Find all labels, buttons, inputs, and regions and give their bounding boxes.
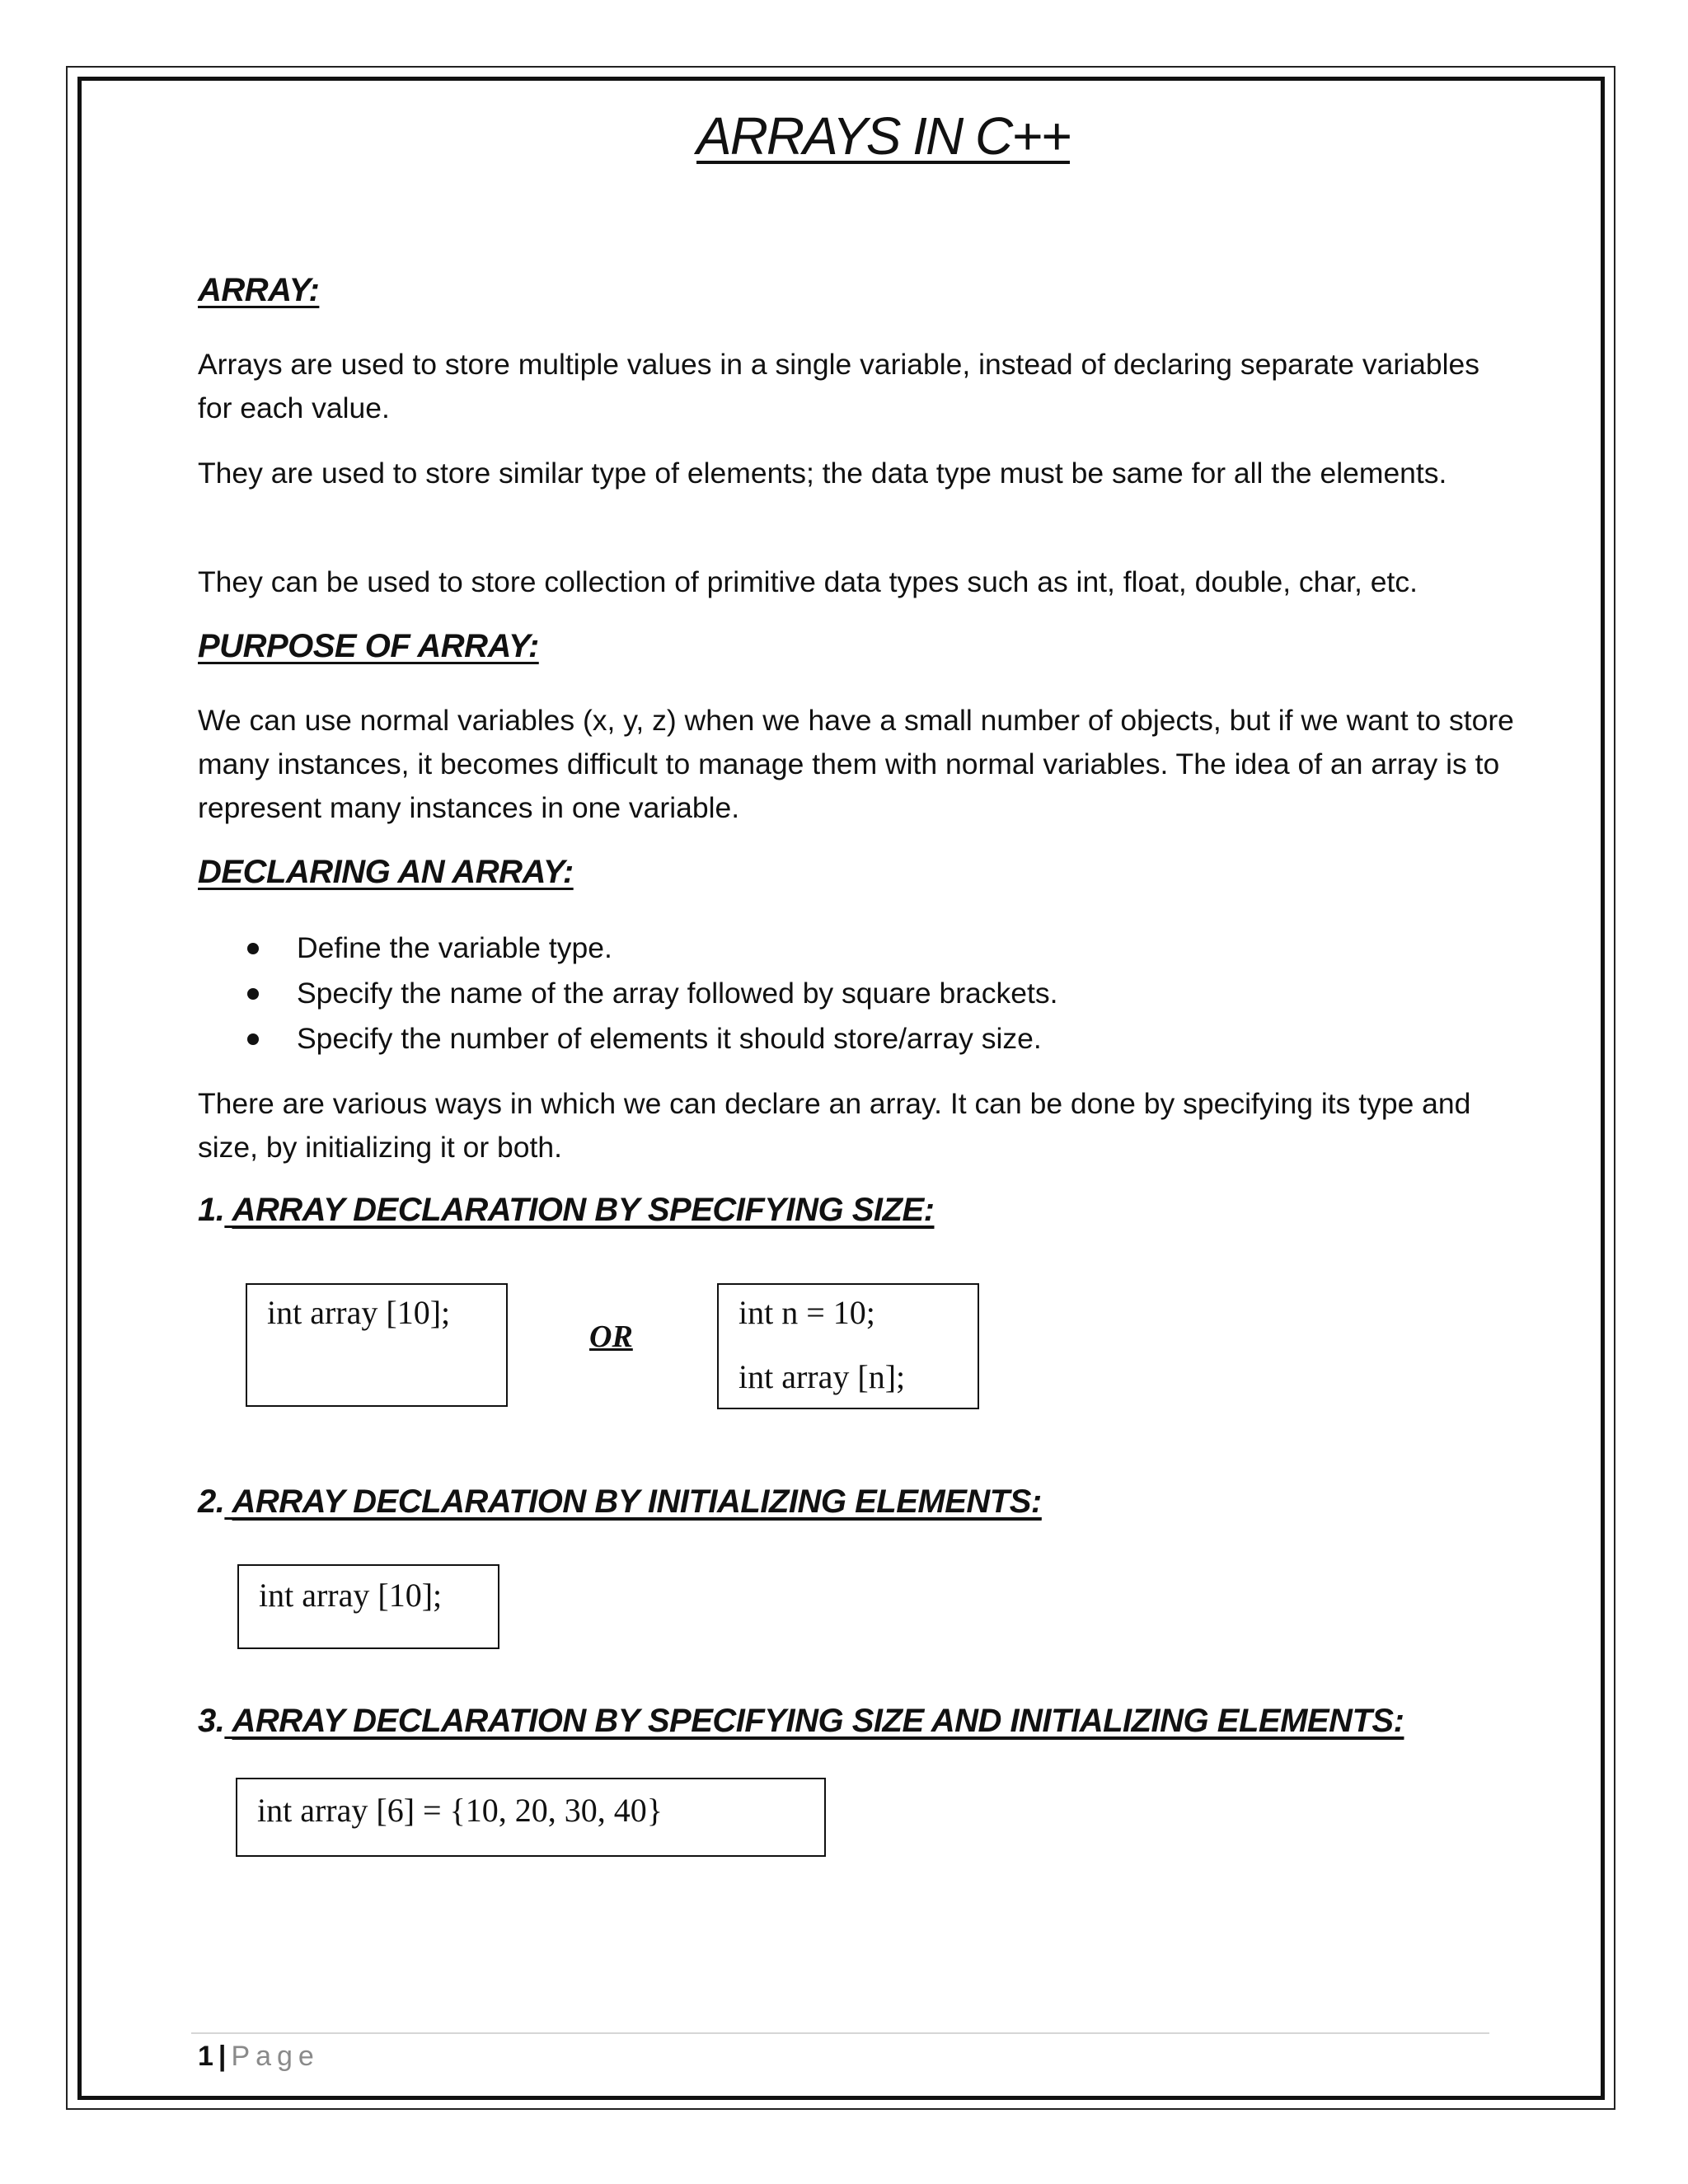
heading-decl-1 xyxy=(198,1192,934,1229)
bullet-icon xyxy=(247,1033,259,1045)
code-line: int array [10]; xyxy=(259,1577,443,1614)
decl-2-title: ARRAY DECLARATION BY INITIALIZING ELEMENTS: xyxy=(232,1483,1042,1520)
heading-decl-3 xyxy=(198,1703,1404,1740)
heading-array: ARRAY: xyxy=(198,272,320,308)
list-item: Specify the number of elements it should store/array size. xyxy=(198,1016,1434,1062)
purpose-paragraph: We can use normal variables (x, y, z) when we have a small number of objects, but if we want to store many instances, it becomes difficult to manage them with normal variables. The idea of an array is to represent many instances in one variable. xyxy=(198,704,1514,824)
heading-purpose: PURPOSE OF ARRAY: xyxy=(198,628,539,664)
heading-decl-2 xyxy=(198,1483,1042,1521)
page-footer xyxy=(198,2041,320,2073)
page-title: ARRAYS IN C++ xyxy=(696,106,1070,166)
code-line: int n = 10; xyxy=(738,1294,875,1331)
code-line: int array [10]; xyxy=(267,1294,451,1331)
list-item: Specify the name of the array followed by square brackets. xyxy=(198,971,1434,1016)
page-label: Page xyxy=(231,2041,320,2072)
declaring-paragraph: There are various ways in which we can declare an array. It can be done by specifying its type and size, by initializing it or both. xyxy=(198,1087,1471,1164)
array-paragraph-1: Arrays are used to store multiple values in a single variable, instead of declaring separate variables for each value. xyxy=(198,348,1479,424)
code-line: int array [6] = {10, 20, 30, 40} xyxy=(257,1792,663,1829)
heading-declaring: DECLARING AN ARRAY: xyxy=(198,854,574,890)
code-box-size-and-initialize xyxy=(236,1778,826,1857)
code-box-size-literal xyxy=(246,1283,508,1407)
list-item: Define the variable type. xyxy=(198,926,1434,971)
bullet-icon xyxy=(247,988,259,1000)
decl-3-title: ARRAY DECLARATION BY SPECIFYING SIZE AND INITIALIZING ELEMENTS: xyxy=(232,1703,1404,1739)
code-line: int array [n]; xyxy=(738,1358,906,1395)
array-paragraph-3: They can be used to store collection of primitive data types such as int, float, double, char, etc. xyxy=(198,565,1418,598)
decl-1-number: 1. xyxy=(198,1192,225,1228)
footer-divider xyxy=(191,2032,1489,2034)
or-label: OR xyxy=(589,1319,633,1354)
page-number: 1 xyxy=(198,2041,213,2072)
code-box-initialize xyxy=(237,1564,499,1649)
decl-2-number: 2. xyxy=(198,1483,225,1520)
footer-separator: | xyxy=(218,2041,227,2072)
decl-3-number: 3. xyxy=(198,1703,225,1739)
code-box-size-variable xyxy=(717,1283,979,1409)
array-paragraph-2: They are used to store similar type of elements; the data type must be same for all the elements. xyxy=(198,457,1447,490)
decl-1-title: ARRAY DECLARATION BY SPECIFYING SIZE: xyxy=(232,1192,935,1228)
declaring-bullet-list xyxy=(198,926,1434,1062)
bullet-icon xyxy=(247,943,259,954)
